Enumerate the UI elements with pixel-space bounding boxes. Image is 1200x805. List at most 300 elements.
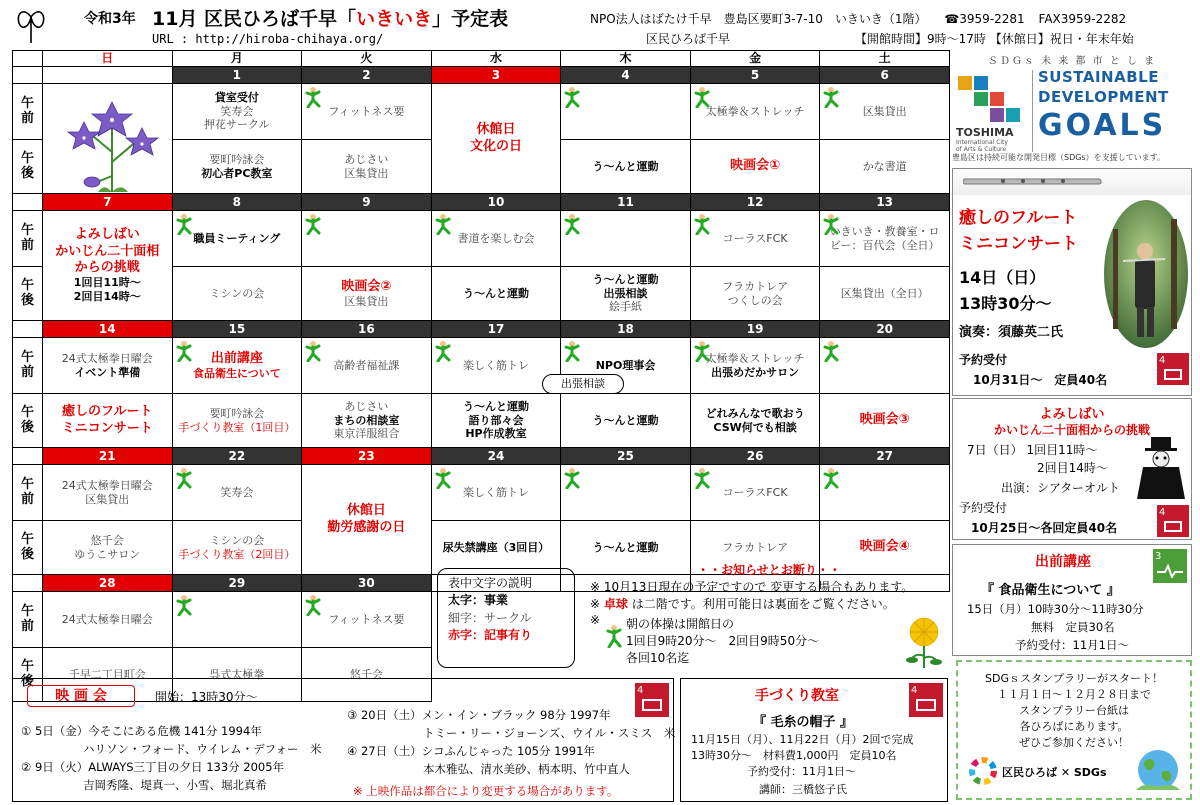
notice-l2a: ※ <box>590 596 604 611</box>
yomi-line4: 予約受付 <box>959 501 1008 515</box>
runner-icon <box>304 340 322 362</box>
schedule-cell <box>302 592 432 648</box>
schedule-entry: ミシンの会 <box>209 533 265 547</box>
day-of-week-header: 火 <box>302 51 432 67</box>
legend-title: 表中文字の説明 <box>448 576 533 590</box>
logo-icon <box>14 3 48 45</box>
schedule-cell <box>43 394 173 448</box>
schedule-cell <box>820 338 950 394</box>
schedule-entry: ビー：百代会（全日） <box>829 238 940 252</box>
date-number: 13 <box>820 194 950 211</box>
date-number: 10 <box>431 194 561 211</box>
schedule-entry: 出張相談 <box>603 286 648 300</box>
movie-2-cast: 吉岡秀隆、堤真一、小雪、堀北真希 <box>83 778 267 792</box>
schedule-cell <box>431 84 561 194</box>
schedule-entry: う～んと運動 <box>592 159 659 173</box>
schedule-cell <box>561 140 691 194</box>
date-number: 8 <box>172 194 302 211</box>
title-pre: 11月 区民ひろば千早「 <box>152 8 357 30</box>
schedule-entry: う～んと運動 <box>592 272 659 286</box>
book-icon <box>642 699 662 711</box>
date-number: 25 <box>561 448 691 465</box>
stamp-line1: SDGｓスタンプラリーがスタート！ <box>985 672 1163 685</box>
schedule-entry: からの挑戦 <box>74 259 140 275</box>
schedule-cell <box>302 84 432 140</box>
flute-title-1: 癒しのフルート <box>959 208 1078 228</box>
schedule-cell <box>43 338 173 394</box>
craft-teacher: 講師：三橋悠子氏 <box>759 783 847 796</box>
schedule-entry: う～んと運動 <box>462 399 529 413</box>
schedule-entry: 映画会④ <box>859 539 910 555</box>
corner-cell <box>13 575 43 592</box>
schedule-cell <box>172 465 302 521</box>
schedule-entry: 楽しく筋トレ <box>462 358 529 372</box>
schedule-cell <box>431 394 561 448</box>
runner-icon <box>434 340 452 362</box>
yomi-line3: 出演：シアターオルト <box>1001 481 1120 495</box>
schedule-entry: ゆうこサロン <box>74 547 141 561</box>
schedule-cell <box>172 338 302 394</box>
notice-line5: 1回目9時20分～ 2回目9時50分～ <box>626 634 820 648</box>
schedule-cell <box>172 211 302 267</box>
demae-title: 出前講座 <box>1035 554 1091 570</box>
era-label: 令和3年 <box>84 11 136 27</box>
schedule-cell <box>690 338 820 394</box>
schedule-cell <box>302 394 432 448</box>
schedule-entry: 職員ミーティング <box>193 231 281 245</box>
date-number: 23 <box>302 448 432 465</box>
morning-label: 午 前 <box>13 592 43 648</box>
morning-label: 午 前 <box>13 84 43 140</box>
schedule-cell <box>172 84 302 140</box>
yomi-title-2: かいじん二十面相からの挑戦 <box>993 423 1150 437</box>
schedule-cell <box>690 84 820 140</box>
schedule-entry: 区集貸出 <box>344 166 389 180</box>
heartbeat-icon <box>1157 564 1183 578</box>
schedule-cell <box>172 521 302 575</box>
schedule-entry: ミシンの会 <box>209 286 265 300</box>
schedule-entry: 1回目11時～ <box>73 276 141 290</box>
schedule-entry: 悠千会 <box>90 533 124 547</box>
schedule-entry: 区集貸出 <box>85 492 130 506</box>
schedule-entry: 高齢者福祉課 <box>333 358 400 372</box>
schedule-entry: 区集貸出 <box>344 294 389 308</box>
corner-cell <box>13 321 43 338</box>
sdgs-word-2: DEVELOPMENT <box>1038 88 1169 106</box>
schedule-entry: いきいき・教養室・ロ <box>829 224 940 238</box>
sdgs-caption: 豊島区は持続可能な開発目標（SDGs）を支援しています。 <box>952 153 1165 162</box>
sdg4-badge <box>1157 353 1189 385</box>
book-icon <box>1164 369 1182 380</box>
schedule-cell <box>431 465 561 521</box>
sdg4-num: 4 <box>1159 355 1166 366</box>
title-em: いきいき <box>356 8 433 30</box>
yomi-line5: 10月25日～各回定員40名 <box>971 521 1118 535</box>
schedule-entry: 休館日 <box>476 122 516 138</box>
schedule-entry: 押花サークル <box>204 118 270 132</box>
date-number: 2 <box>302 67 432 84</box>
notice-box <box>590 562 948 672</box>
schedule-entry: 笑寿会 <box>220 104 254 118</box>
schedule-entry: CSW何でも相談 <box>713 420 797 434</box>
schedule-entry: コーラスFCK <box>722 485 788 499</box>
notice-line2 <box>590 596 948 613</box>
runner-icon <box>563 467 581 489</box>
flute-time: 13時30分～ <box>959 294 1052 313</box>
sdg4-num: 4 <box>637 685 644 696</box>
date-number: 1 <box>172 67 302 84</box>
schedule-entry: 千早二丁目町会 <box>68 667 146 681</box>
schedule-cell <box>820 211 950 267</box>
schedule-cell <box>302 465 432 575</box>
day-of-week-header: 土 <box>820 51 950 67</box>
schedule-entry: 太極拳＆ストレッチ <box>705 104 805 118</box>
schedule-entry: 初心者PC教室 <box>201 166 273 180</box>
schedule-entry: 笑寿会 <box>220 485 254 499</box>
legend-box <box>437 568 575 668</box>
demae-time: 15日（月）10時30分～11時30分 <box>967 602 1144 616</box>
header <box>0 0 1200 48</box>
notice-line3: ※ <box>590 613 601 628</box>
schedule-cell <box>172 592 302 648</box>
demae-fee: 無料 定員30名 <box>1031 620 1115 634</box>
schedule-cell <box>43 521 173 575</box>
day-of-week-header: 木 <box>561 51 691 67</box>
legend-bold: 太字：事業 <box>448 593 509 608</box>
schedule-cell <box>690 267 820 321</box>
movie-title: 映 画 会 <box>27 685 135 707</box>
flute-date: 14日（日） <box>959 268 1046 287</box>
bubble-label: 出張相談 <box>542 374 624 394</box>
schedule-cell <box>302 211 432 267</box>
date-number: 22 <box>172 448 302 465</box>
schedule-entry: 映画会① <box>730 158 781 174</box>
runner-icon <box>693 340 711 362</box>
runner-icon <box>434 213 452 235</box>
day-of-week-header: 水 <box>431 51 561 67</box>
hours-info: 【開館時間】9時～17時 【休館日】祝日・年末年始 <box>855 32 1134 46</box>
sdg4-num: 4 <box>1159 507 1166 518</box>
afternoon-label: 午 後 <box>13 521 43 575</box>
runner-icon <box>822 86 840 108</box>
toshima-sub-text: International City of Arts & Culture <box>956 139 1008 153</box>
runner-icon <box>693 213 711 235</box>
schedule-entry: かいじん二十面相 <box>55 243 160 259</box>
schedule-cell <box>172 267 302 321</box>
schedule-cell <box>172 140 302 194</box>
sdgs-word-1: SUSTAINABLE <box>1038 68 1159 86</box>
afternoon-label: 午 後 <box>13 394 43 448</box>
legend-red: 赤字：記事有り <box>448 628 533 643</box>
runner-icon <box>304 213 322 235</box>
schedule-entry: 映画会② <box>341 278 392 294</box>
yomi-line2: 2回目14時～ <box>1037 461 1108 475</box>
url-link[interactable]: URL : http://hiroba-chihaya.org/ <box>152 32 384 46</box>
org-name: 区民ひろば千早 <box>646 32 731 46</box>
org-address: NPO法人はばたけ千早 豊島区要町3-7-10 いきいき（1階） <box>590 12 927 26</box>
toshima-text: TOSHIMA <box>956 126 1014 139</box>
schedule-entry: イベント準備 <box>74 365 141 379</box>
schedule-entry: フィットネス要 <box>328 104 405 118</box>
notice-line1: ※ 10月13日現在の予定ですので 変更する場合もあります。 <box>590 579 914 594</box>
date-number: 16 <box>302 321 432 338</box>
morning-label: 午 前 <box>13 211 43 267</box>
schedule-cell <box>561 465 691 521</box>
stamp-line3: スタンプラリー台紙は <box>1019 704 1129 717</box>
schedule-entry: どれみんなで歌おう <box>705 406 805 420</box>
stamp-line2: １１月１日～１２月２８日まで <box>997 688 1151 701</box>
stamp-line4: 各ひろばにあります。 <box>1019 720 1129 733</box>
schedule-entry: 文化の日 <box>469 138 522 154</box>
book-icon <box>1164 521 1182 532</box>
schedule-entry: 悠千会 <box>349 667 383 681</box>
schedule-cell <box>561 394 691 448</box>
movie-note: ※ 上映作品は都合により変更する場合があります。 <box>353 784 619 798</box>
schedule-entry: 24式太極拳日曜会 <box>61 351 153 365</box>
date-number: 24 <box>431 448 561 465</box>
fax: FAX3959-2282 <box>1038 12 1127 26</box>
schedule-entry: ミニコンサート <box>61 420 153 436</box>
schedule-entry: 語り部々会 <box>468 413 524 427</box>
runner-icon <box>175 213 193 235</box>
schedule-cell <box>820 84 950 140</box>
schedule-entry: 出前講座 <box>210 350 263 366</box>
legend-thin: 細字：サークル <box>448 610 532 625</box>
schedule-cell <box>820 267 950 321</box>
schedule-cell <box>43 592 173 648</box>
schedule-cell <box>302 267 432 321</box>
runner-icon <box>563 340 581 362</box>
schedule-cell <box>431 267 561 321</box>
runner-icon <box>175 594 193 616</box>
day-cell <box>43 84 173 194</box>
schedule-cell <box>690 394 820 448</box>
movie-2: ② 9日（火）ALWAYS三丁目の夕日 133分 2005年 <box>21 760 285 774</box>
schedule-cell <box>561 84 691 140</box>
schedule-entry: 24式太極拳日曜会 <box>61 478 153 492</box>
yomishibai-panel <box>952 398 1192 540</box>
schedule-entry: 呉式太極拳 <box>209 667 265 681</box>
date-number: 26 <box>690 448 820 465</box>
date-number: 18 <box>561 321 691 338</box>
corner-cell <box>13 448 43 465</box>
schedule-entry: 太極拳＆ストレッチ <box>705 351 805 365</box>
schedule-entry: フィットネス要 <box>328 612 405 626</box>
stamp-logo: 区民ひろば ✕ SDGs <box>1002 766 1107 779</box>
schedule-cell <box>690 211 820 267</box>
schedule-entry: 手づくり教室（2回目） <box>178 547 296 561</box>
notice-pingpong: 卓球 <box>603 596 628 611</box>
flutist-photo <box>1103 199 1189 349</box>
flute-icon <box>963 175 1103 189</box>
sdg4-badge <box>909 683 943 717</box>
schedule-cell <box>820 465 950 521</box>
movie-1-cast: ハリソン・フォード、ウイレム・デフォー 米 <box>83 742 322 756</box>
schedule-cell <box>43 211 173 321</box>
movie-3: ③ 20日（土）メン・イン・ブラック 98分 1997年 <box>347 708 611 722</box>
yomi-line1: 7日（日） 1回目11時～ <box>967 443 1098 457</box>
schedule-entry: つくしの会 <box>727 293 783 307</box>
date-number: 28 <box>43 575 173 592</box>
schedule-cell <box>302 338 432 394</box>
schedule-entry: 24式太極拳日曜会 <box>61 612 153 626</box>
flute-reserve-2: 10月31日～ 定員40名 <box>973 373 1108 387</box>
schedule-entry: HP作成教室 <box>465 427 527 441</box>
runner-icon <box>693 86 711 108</box>
date-number: 11 <box>561 194 691 211</box>
date-number: 4 <box>561 67 691 84</box>
schedule-cell <box>561 267 691 321</box>
flute-title-2: ミニコンサート <box>959 234 1078 254</box>
sdg3-num: 3 <box>1155 551 1162 562</box>
date-number: 27 <box>820 448 950 465</box>
date-number: 19 <box>690 321 820 338</box>
earth-icon <box>1128 742 1188 794</box>
schedule-entry: 手づくり教室（1回目） <box>178 420 296 434</box>
phone: ☎3959-2281 <box>944 12 1025 26</box>
movie-start: 開始：13時30分～ <box>155 690 258 704</box>
title-post: 」予定表 <box>432 8 509 30</box>
runner-icon <box>822 340 840 362</box>
date-number: 29 <box>172 575 302 592</box>
runner-icon <box>563 213 581 235</box>
schedule-entry: まちの相談室 <box>333 413 400 427</box>
schedule-cell <box>302 140 432 194</box>
schedule-cell <box>172 394 302 448</box>
schedule-entry: 尿失禁講座（3回目） <box>442 540 550 554</box>
runner-icon <box>822 467 840 489</box>
schedule-entry: 休館日 <box>346 503 386 519</box>
schedule-entry: あじさい <box>344 399 389 413</box>
day-of-week-header: 月 <box>172 51 302 67</box>
schedule-cell <box>820 140 950 194</box>
craft-fee: 13時30分～ 材料費1,000円 定員10名 <box>691 749 897 762</box>
flute-player: 演奏：須藤英二氏 <box>959 325 1064 340</box>
schedule-entry: かな書道 <box>862 159 907 173</box>
demae-reserve: 予約受付：11月1日～ <box>1015 638 1129 652</box>
schedule-entry: 勤労感謝の日 <box>327 519 406 535</box>
schedule-entry: う～んと運動 <box>592 413 659 427</box>
date-number: 5 <box>690 67 820 84</box>
sdgs-wheel-icon <box>968 756 998 786</box>
runner-icon <box>604 624 624 648</box>
date-number <box>43 67 173 84</box>
morning-label: 午 前 <box>13 338 43 394</box>
org-info <box>590 10 1126 27</box>
date-number: 7 <box>43 194 173 211</box>
runner-icon <box>693 467 711 489</box>
corner-cell <box>13 67 43 84</box>
flute-reserve: 予約受付 <box>959 353 1008 367</box>
craft-reserve: 予約受付：11月1日～ <box>747 765 856 778</box>
notice-line6: 各回10名迄 <box>626 651 690 665</box>
schedule-entry: よみしばい <box>74 227 140 243</box>
kaijin-figure-icon <box>1133 437 1187 501</box>
sdg3-badge <box>1153 549 1187 583</box>
movie-4: ④ 27日（土）シコふんじゃった 105分 1991年 <box>347 744 595 758</box>
flute-panel <box>952 168 1192 396</box>
schedule-entry: フラカトレア <box>722 279 789 293</box>
movie-4-cast: 本木雅弘、清水美砂、柄本明、竹中直人 <box>423 762 630 776</box>
sdgs-banner <box>952 50 1192 166</box>
book-icon <box>916 699 936 711</box>
schedule-entry: コーラスFCK <box>722 231 788 245</box>
schedule-entry: 食品衛生について <box>192 366 281 380</box>
runner-icon <box>434 467 452 489</box>
craft-subtitle: 『 毛糸の帽子 』 <box>753 715 854 730</box>
schedule-entry: NPO理事会 <box>595 358 656 372</box>
date-number: 12 <box>690 194 820 211</box>
schedule-entry: あじさい <box>344 152 389 166</box>
schedule-cell <box>431 211 561 267</box>
date-number: 20 <box>820 321 950 338</box>
stamp-rally-panel <box>956 660 1192 800</box>
schedule-entry: 区集貸出（全日） <box>840 286 929 300</box>
notice-line4: 朝の体操は開館日の <box>626 617 735 631</box>
schedule-entry: フラカトレア <box>722 540 789 554</box>
date-number: 30 <box>302 575 432 592</box>
runner-icon <box>563 86 581 108</box>
schedule-entry: 2回目14時～ <box>73 289 141 303</box>
sdg4-badge <box>1157 505 1189 537</box>
flute-header <box>953 169 1191 195</box>
schedule-cell <box>431 521 561 575</box>
runner-icon <box>304 594 322 616</box>
craft-title: 手づくり教室 <box>755 688 839 704</box>
demae-subtitle: 『 食品衛生について 』 <box>981 583 1120 598</box>
corner-cell <box>13 194 43 211</box>
sdgs-top: ＳＤＧｓ 未 来 都 市 と し ま <box>987 56 1157 67</box>
runner-icon <box>304 86 322 108</box>
movie-3-cast: トミー・リー・ジョーンズ、ウイル・スミス 米 <box>423 726 676 740</box>
afternoon-label: 午 後 <box>13 648 43 702</box>
day-of-week-header: 金 <box>690 51 820 67</box>
sdg4-num: 4 <box>911 685 918 696</box>
movie-panel <box>12 678 674 802</box>
schedule-entry: う～んと運動 <box>592 540 659 554</box>
schedule-entry: 貸室受付 <box>214 90 259 104</box>
schedule-entry: 要町吟詠会 <box>209 152 265 166</box>
schedule-cell <box>820 394 950 448</box>
schedule-entry: 出張めだかサロン <box>711 365 800 379</box>
toshima-logo-icon <box>956 70 1026 124</box>
date-number: 3 <box>431 67 561 84</box>
date-number: 6 <box>820 67 950 84</box>
schedule-entry: 映画会③ <box>859 412 910 428</box>
schedule-entry: 東京洋服組合 <box>333 427 400 441</box>
schedule-entry: 区集貸出 <box>862 104 907 118</box>
afternoon-label: 午 後 <box>13 267 43 321</box>
runner-icon <box>175 467 193 489</box>
schedule-entry: 癒しのフルート <box>62 404 153 420</box>
demae-panel <box>952 544 1192 656</box>
schedule-cell <box>43 465 173 521</box>
morning-label: 午 前 <box>13 465 43 521</box>
schedule-cell <box>561 211 691 267</box>
notice-l2c: は二階です。利用可能日は裏面をご覧ください。 <box>627 596 895 611</box>
date-number: 15 <box>172 321 302 338</box>
date-number: 17 <box>431 321 561 338</box>
date-number: 9 <box>302 194 432 211</box>
chrysanthemum-icon <box>902 612 946 670</box>
date-number: 21 <box>43 448 173 465</box>
stamp-line5: ぜひご参加ください！ <box>1019 736 1129 749</box>
craft-panel <box>680 678 948 802</box>
schedule-entry: 書道を楽しむ会 <box>457 231 535 245</box>
sdg4-badge <box>635 683 669 717</box>
schedule-entry: う～んと運動 <box>462 286 529 300</box>
notice-title: ・・お知らせとお断り・・ <box>697 563 841 577</box>
